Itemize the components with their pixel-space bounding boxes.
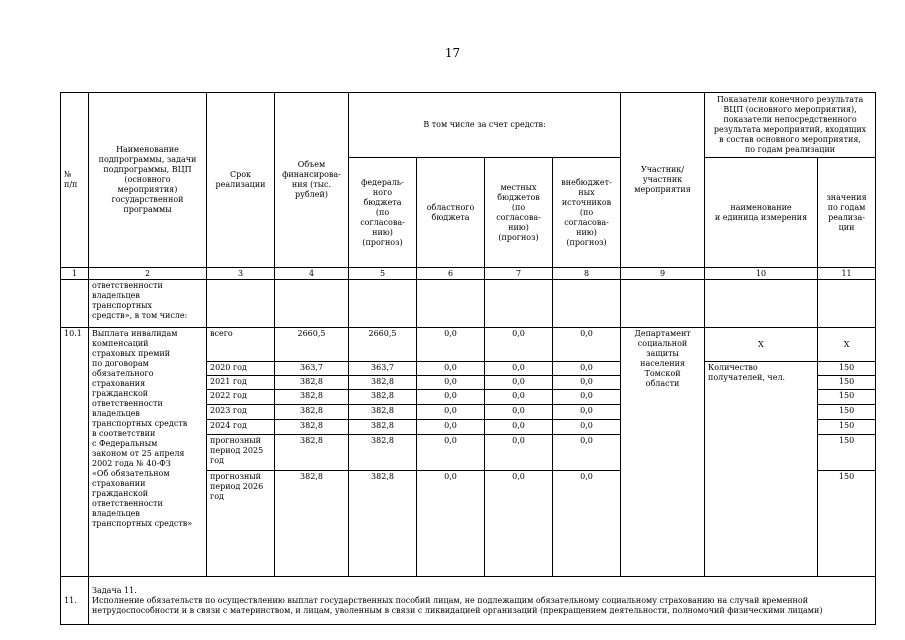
row-federal: 382,8 <box>349 435 417 471</box>
task-row <box>61 577 876 625</box>
row-volume: 382,8 <box>275 405 349 420</box>
row-local: 0,0 <box>485 390 553 405</box>
col-number: 6 <box>417 268 485 280</box>
row-value: 150 <box>818 420 876 435</box>
row-federal: 2660,5 <box>349 328 417 362</box>
header-indicators: Показатели конечного результата ВЦП (основного мероприятия), показатели непосредственного результата мероприятий, входящих в состав основного мероприятия, по годам реализации <box>705 93 876 158</box>
header-term: Срок реализации <box>207 93 275 268</box>
task-cell <box>89 577 876 625</box>
row-volume: 382,8 <box>275 390 349 405</box>
row-volume: 382,8 <box>275 435 349 471</box>
row-volume: 382,8 <box>275 420 349 435</box>
row-regional: 0,0 <box>417 435 485 471</box>
row-term: 2022 год <box>207 390 275 405</box>
col-number: 1 <box>61 268 89 280</box>
row-value: 150 <box>818 362 876 376</box>
row-extra: 0,0 <box>553 471 621 577</box>
row-term: всего <box>207 328 275 362</box>
row-local: 0,0 <box>485 376 553 390</box>
indicator-value-x: Х <box>818 328 876 362</box>
col-number: 9 <box>621 268 705 280</box>
row-extra: 0,0 <box>553 420 621 435</box>
row-term: 2024 год <box>207 420 275 435</box>
row-extra: 0,0 <box>553 405 621 420</box>
header-num: № п/п <box>61 93 89 268</box>
row-volume: 382,8 <box>275 376 349 390</box>
table-row <box>61 328 876 362</box>
col-number: 10 <box>705 268 818 280</box>
program-table <box>60 92 876 625</box>
row-term: прогнозный период 2026 год <box>207 471 275 577</box>
header-volume: Объем финансирова- ния (тыс. рублей) <box>275 93 349 268</box>
row-local: 0,0 <box>485 405 553 420</box>
row-value: 150 <box>818 435 876 471</box>
task-text: Исполнение обязательств по осуществлению выплат государственных пособий лицам, не подлежащим обязательному социальному страхованию на случай временной нетрудоспособности и в связи с материнством, и лицам, уволенным в связи с ликвидацией организаций (прекращением деятельности, полномочий физическими лицами) <box>92 595 823 615</box>
row-extra: 0,0 <box>553 362 621 376</box>
row-term: 2021 год <box>207 376 275 390</box>
task-num: 11. <box>61 577 89 625</box>
row-local: 0,0 <box>485 328 553 362</box>
header-name: Наименование подпрограммы, задачи подпрограммы, ВЦП (основного мероприятия) государственной программы <box>89 93 207 268</box>
continuation-text: ответственности владельцев транспортных средств», в том числе: <box>89 280 207 328</box>
row-term: прогнозный период 2025 год <box>207 435 275 471</box>
indicator-name: Количество получателей, чел. <box>705 362 818 577</box>
row-term: 2020 год <box>207 362 275 376</box>
col-number: 8 <box>553 268 621 280</box>
row-regional: 0,0 <box>417 328 485 362</box>
row-volume: 382,8 <box>275 471 349 577</box>
row-regional: 0,0 <box>417 420 485 435</box>
row-federal: 382,8 <box>349 420 417 435</box>
row-regional: 0,0 <box>417 390 485 405</box>
row-value: 150 <box>818 390 876 405</box>
header-including: В том числе за счет средств: <box>349 93 621 158</box>
task-title: Задача 11. <box>92 585 137 595</box>
col-number: 3 <box>207 268 275 280</box>
row-local: 0,0 <box>485 471 553 577</box>
row-volume: 363,7 <box>275 362 349 376</box>
col-number: 2 <box>89 268 207 280</box>
continuation-row <box>61 280 876 328</box>
page-number: 17 <box>444 46 461 60</box>
row-regional: 0,0 <box>417 405 485 420</box>
header-ind-values: значения по годам реализа- ции <box>818 158 876 268</box>
item-name: Выплата инвалидам компенсаций страховых премий по договорам обязательного страхования гражданской ответственности владельцев транспортных средств в соответствии с Федеральным законом от 25 апреля 2002 года № 40-ФЗ «Об обязательном страховании гражданской ответственности владельцев транспортных средств» <box>89 328 207 577</box>
row-regional: 0,0 <box>417 362 485 376</box>
header-local: местных бюджетов (по согласова- нию) (прогноз) <box>485 158 553 268</box>
row-term: 2023 год <box>207 405 275 420</box>
header-participant: Участник/ участник мероприятия <box>621 93 705 268</box>
row-regional: 0,0 <box>417 471 485 577</box>
col-number: 11 <box>818 268 876 280</box>
row-federal: 382,8 <box>349 390 417 405</box>
row-local: 0,0 <box>485 435 553 471</box>
row-extra: 0,0 <box>553 390 621 405</box>
col-number: 5 <box>349 268 417 280</box>
col-number: 4 <box>275 268 349 280</box>
header-ind-name: наименование и единица измерения <box>705 158 818 268</box>
header-federal: федераль- ного бюджета (по согласова- нию) (прогноз) <box>349 158 417 268</box>
header-extra: внебюджет- ных источников (по согласова- нию) (прогноз) <box>553 158 621 268</box>
row-extra: 0,0 <box>553 328 621 362</box>
row-federal: 382,8 <box>349 376 417 390</box>
item-num: 10.1 <box>61 328 89 577</box>
header-regional: областного бюджета <box>417 158 485 268</box>
row-federal: 363,7 <box>349 362 417 376</box>
row-local: 0,0 <box>485 420 553 435</box>
row-regional: 0,0 <box>417 376 485 390</box>
row-value: 150 <box>818 405 876 420</box>
row-federal: 382,8 <box>349 471 417 577</box>
row-value: 150 <box>818 471 876 577</box>
item-participant: Департамент социальной защиты населения Томской области <box>621 328 705 577</box>
indicator-x: Х <box>705 328 818 362</box>
row-volume: 2660,5 <box>275 328 349 362</box>
row-federal: 382,8 <box>349 405 417 420</box>
column-numbers-row <box>61 268 876 280</box>
row-extra: 0,0 <box>553 376 621 390</box>
row-value: 150 <box>818 376 876 390</box>
row-extra: 0,0 <box>553 435 621 471</box>
row-local: 0,0 <box>485 362 553 376</box>
col-number: 7 <box>485 268 553 280</box>
